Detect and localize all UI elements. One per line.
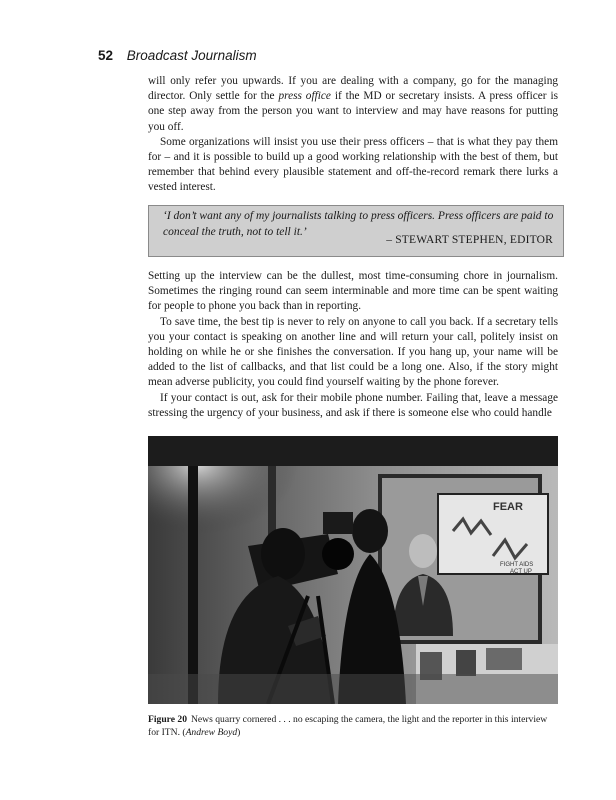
running-title: Broadcast Journalism bbox=[126, 48, 257, 63]
photo-illustration bbox=[148, 436, 558, 704]
figure-caption: Figure 20 News quarry cornered . . . no escaping the camera, the light and the reporter in this interview for ITN. (Andrew Boyd) bbox=[148, 714, 548, 738]
body-text-top bbox=[148, 74, 558, 196]
page-header bbox=[98, 48, 257, 63]
poster-text: FEAR bbox=[493, 501, 523, 513]
poster-text-3: ACT UP bbox=[510, 569, 532, 575]
paragraph: Setting up the interview can be the dullest, most time-consuming chore in journalism. Sometimes the ringing round can seem interminable and more time can be spent waiting for people to phone you back than in reporting. bbox=[148, 270, 558, 313]
paragraph: will only refer you upwards. If you are dealing with a company, go for the managing director. Only settle for the press office if the MD or secretary insists. A press officer is one step away from the person you want to interview and may have reasons for putting you off. bbox=[148, 75, 558, 133]
page-number: 52 bbox=[98, 48, 114, 63]
quote-text: ‘I don’t want any of my journalists talking to press officers. Press officers are paid to conceal the truth, not to tell it.’ bbox=[163, 210, 554, 238]
paragraph: To save time, the best tip is never to rely on anyone to call you back. If a secretary tells you your contact is speaking on another line and will return your call, politely insist on holding on while he or she finishes the conversation. If you hang up, your name will be added to the list of callbacks, and that list could be a long one. Also, if the story might mean adverse publicity, you could find yourself waiting by the phone forever. bbox=[148, 315, 558, 389]
photo-credit: Andrew Boyd bbox=[185, 727, 238, 738]
floor bbox=[148, 674, 558, 704]
interviewee-head bbox=[409, 534, 437, 568]
reporter-head bbox=[352, 509, 388, 553]
pull-quote bbox=[148, 205, 564, 257]
paragraph: Some organizations will insist you use their press officers – that is what they pay them for – and it is possible to build up a good working relationship with the best of them, but remember that behind every plausible statement and off-the-record remark there lurks a vested interest. bbox=[148, 135, 558, 194]
camera-lens bbox=[322, 538, 354, 570]
cameraman-head bbox=[261, 528, 305, 580]
paragraph: If your contact is out, ask for their mobile phone number. Failing that, leave a message stressing the urgency of your business, and ask if there is someone else who could handle bbox=[148, 391, 558, 419]
poster-text-2: FIGHT AIDS bbox=[500, 562, 534, 568]
figure-label: Figure 20 bbox=[148, 714, 187, 725]
ceiling bbox=[148, 436, 558, 466]
camera-light bbox=[323, 512, 353, 534]
emphasis: press office bbox=[278, 90, 331, 103]
figure-photo bbox=[148, 436, 558, 704]
quote-attribution: – STEWART STEPHEN, EDITOR bbox=[386, 234, 553, 246]
body-text-bottom bbox=[148, 269, 558, 421]
